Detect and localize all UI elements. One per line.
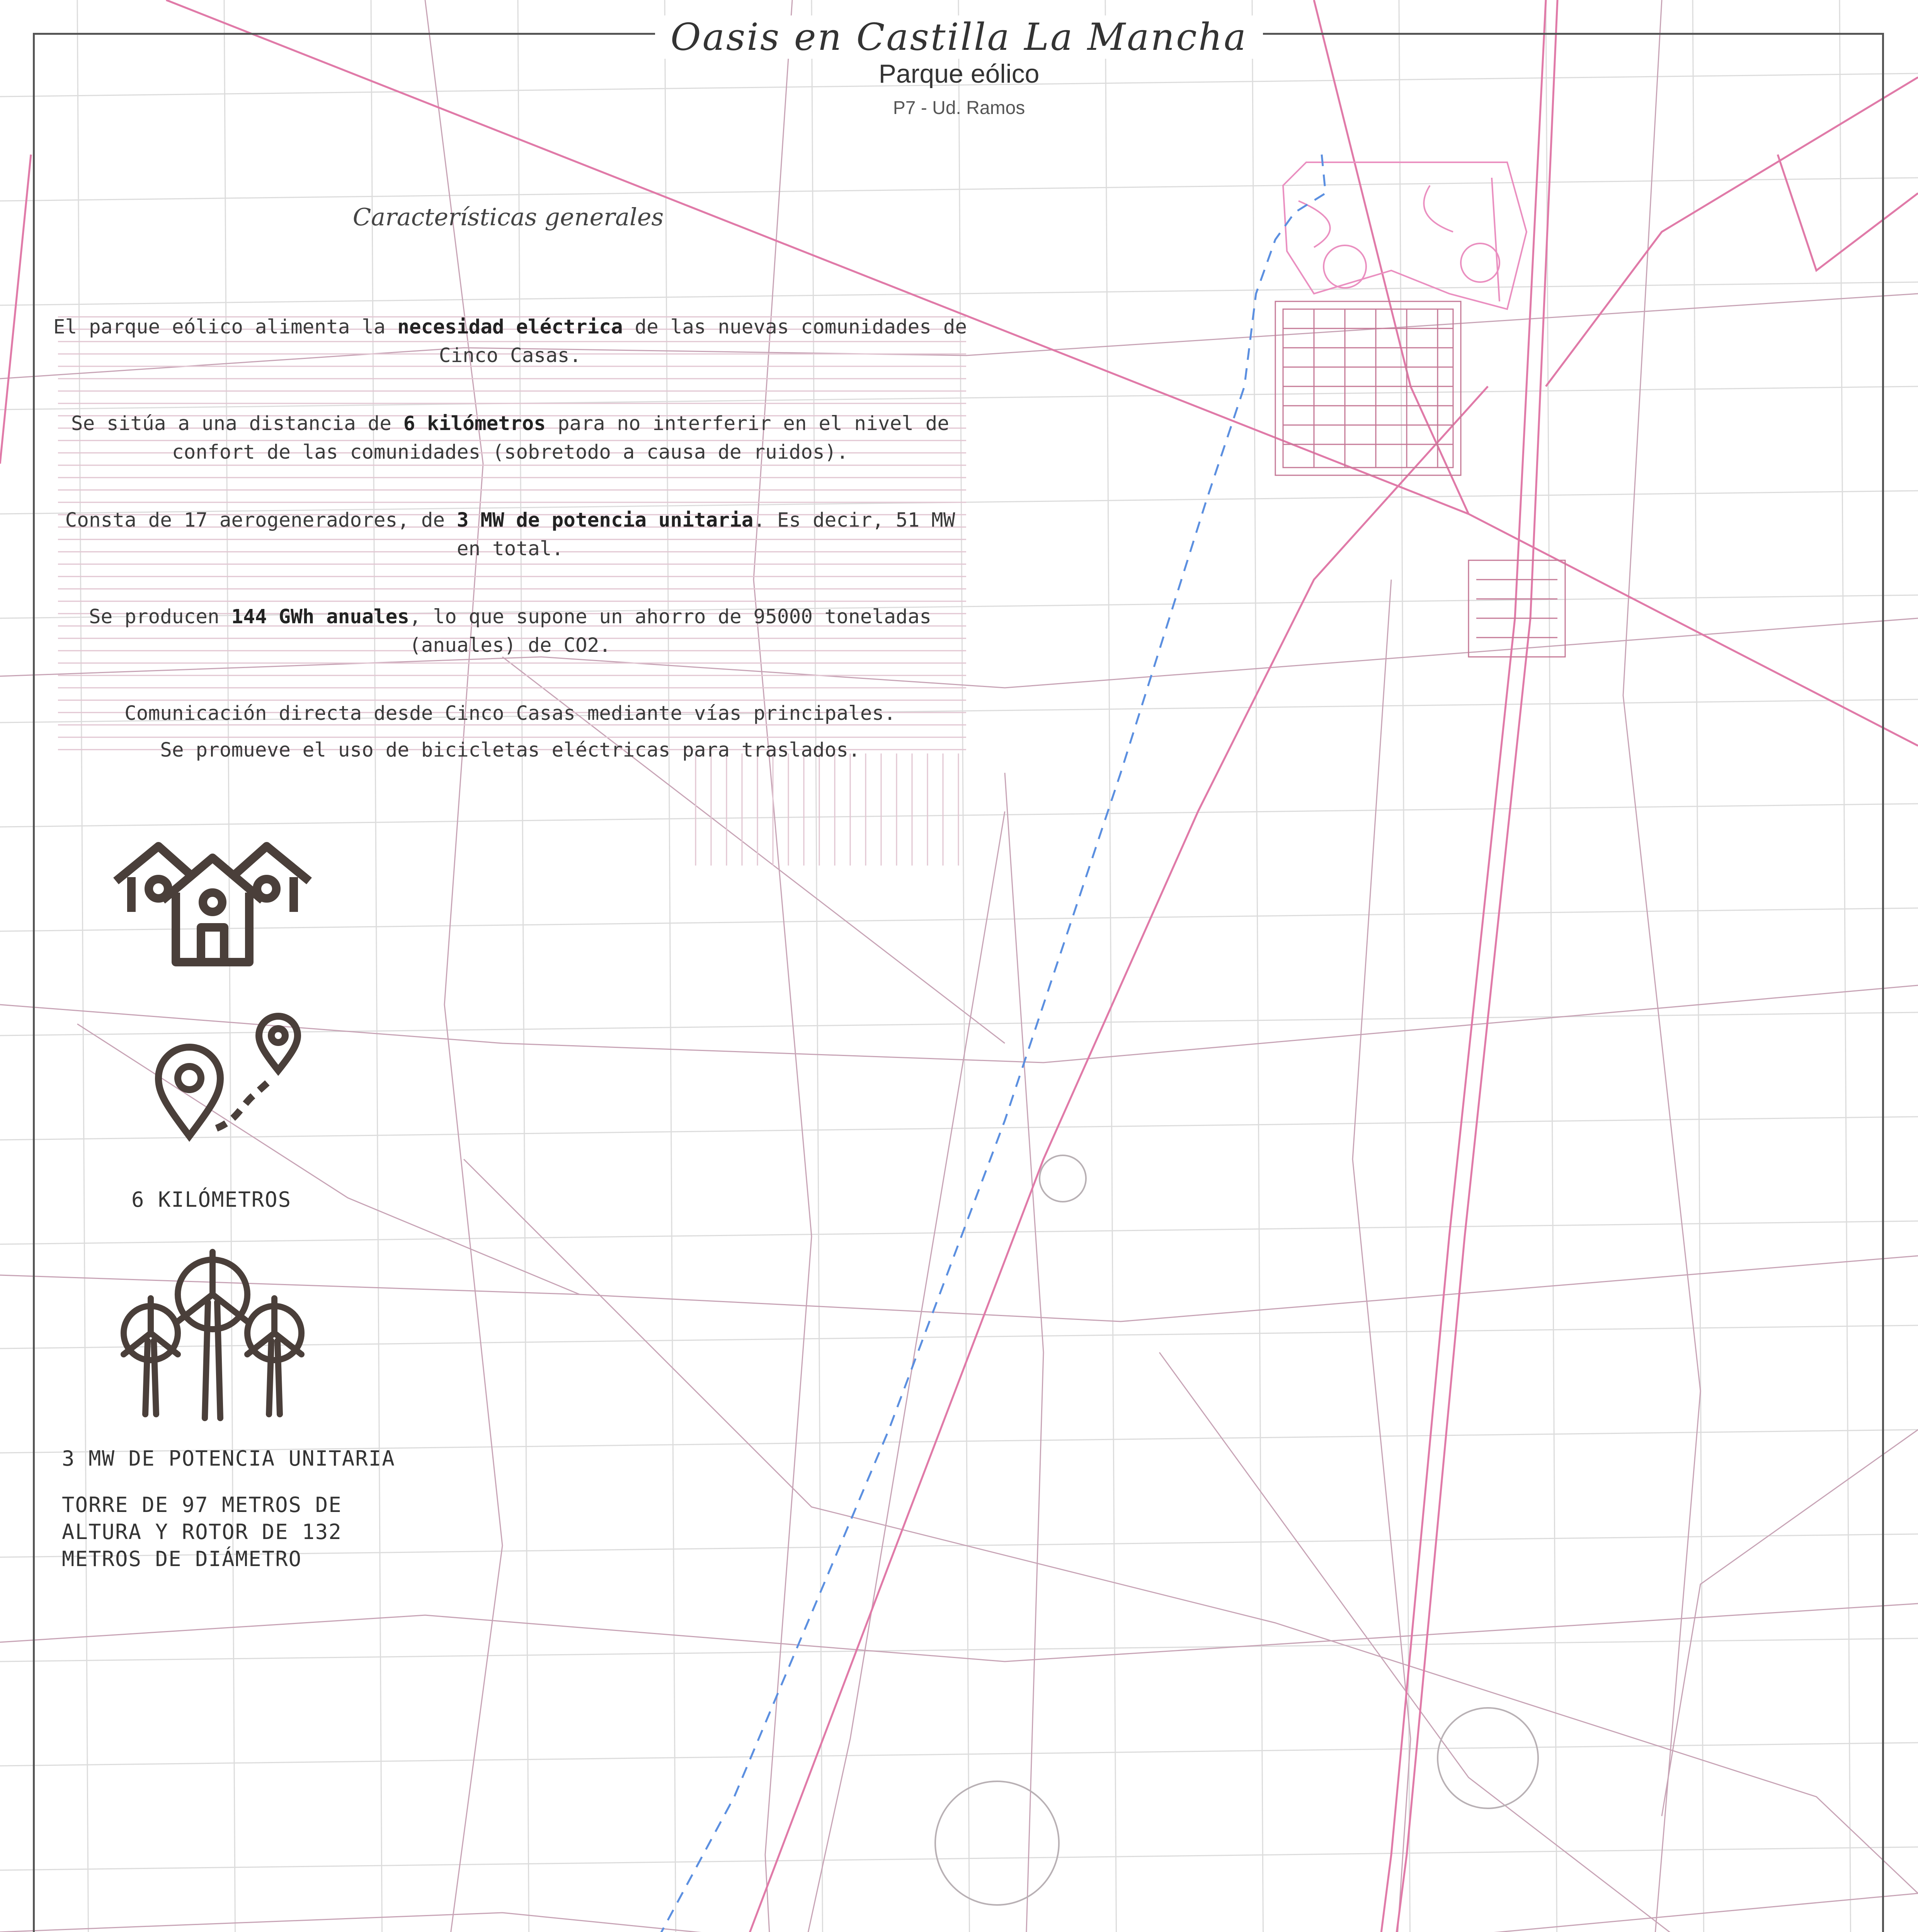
section-heading: Características generales bbox=[352, 203, 664, 231]
distance-label: 6 KILÓMETROS bbox=[131, 1187, 292, 1212]
page-title: Oasis en Castilla La Mancha bbox=[655, 15, 1263, 59]
wind-turbines-icon bbox=[112, 1244, 313, 1422]
paragraph-production: Se producen 144 GWh anuales, lo que supone un ahorro de 95000 toneladas (anuales) de CO2. bbox=[88, 605, 932, 657]
location-route-icon bbox=[151, 1012, 313, 1175]
houses-icon bbox=[108, 835, 317, 974]
tower-label: TORRE DE 97 METROS DE ALTURA Y ROTOR DE 132 METROS DE DIÁMETRO bbox=[62, 1493, 342, 1571]
paragraph-bicycles: Se promueve el uso de bicicletas eléctricas para traslados. bbox=[160, 739, 860, 762]
paragraph-distance: Se sitúa a una distancia de 6 kilómetros para no interferir en el nivel de confort de las comunidades (sobretodo a causa de ruidos). bbox=[71, 412, 950, 464]
paragraph-electric: El parque eólico alimenta la necesidad eléctrica de las nuevas comunidades de Cinco Casas. bbox=[53, 316, 967, 367]
header bbox=[0, 15, 1918, 119]
paragraph-communication: Comunicación directa desde Cinco Casas mediante vías principales. bbox=[124, 702, 896, 725]
paragraph-turbines: Consta de 17 aerogeneradores, de 3 MW de potencia unitaria. Es decir, 51 MW en total. bbox=[65, 509, 955, 560]
project-code: P7 - Ud. Ramos bbox=[893, 98, 1025, 118]
power-label: 3 MW DE POTENCIA UNITARIA bbox=[62, 1446, 395, 1471]
page-subtitle: Parque eólico bbox=[878, 59, 1040, 88]
